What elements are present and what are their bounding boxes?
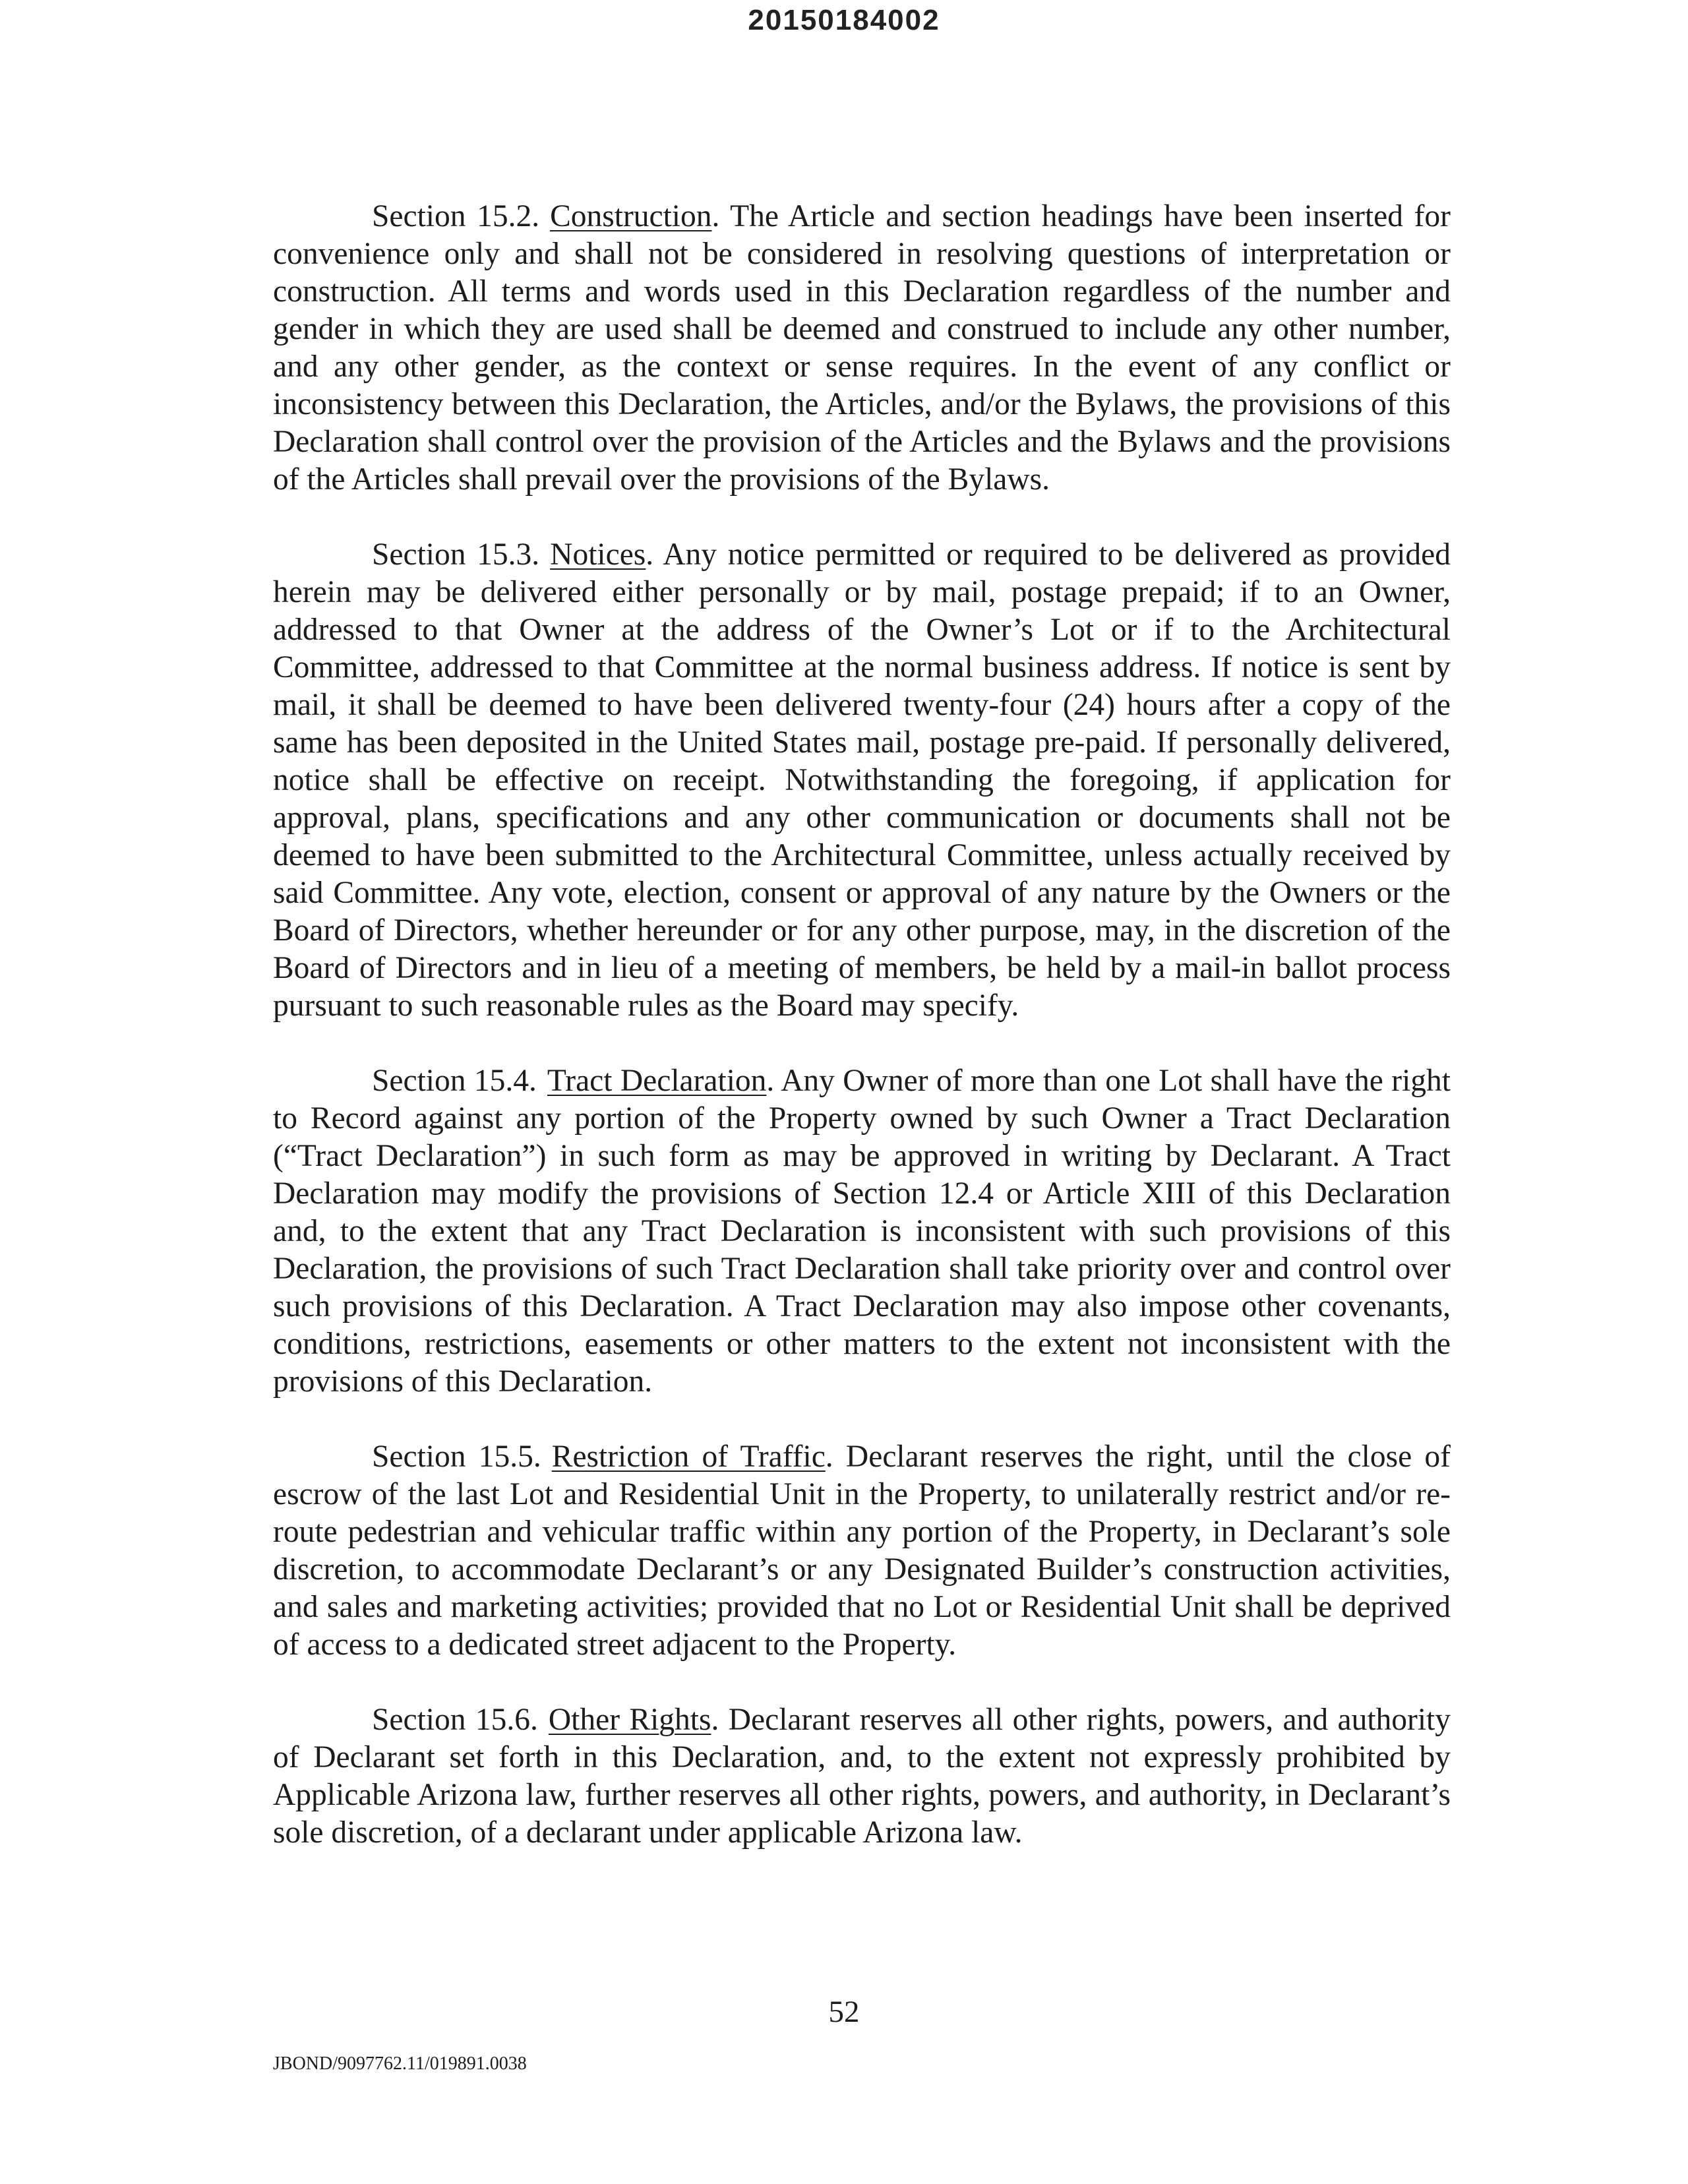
section-heading: Notices — [550, 537, 646, 572]
section-15-6 — [273, 1701, 1451, 1852]
section-heading: Restriction of Traffic — [551, 1440, 826, 1474]
section-15-3 — [273, 536, 1451, 1025]
section-label: Section 15.4. — [372, 1064, 537, 1098]
footer-reference: JBOND/9097762.11/019891.0038 — [273, 2053, 527, 2074]
section-label: Section 15.5. — [372, 1440, 541, 1474]
section-text: . Declarant reserves all other rights, powers, and authority of Declarant set forth in this Declaration, and, to the extent not expressly prohibited by Applicable Arizona law, further reserves all other rights, powers, and authority, in Declarant’s sole discretion, of a declarant under applicable Arizona law. — [273, 1703, 1451, 1850]
section-label: Section 15.2. — [372, 199, 540, 233]
section-heading: Construction — [550, 199, 712, 233]
page-number: 52 — [828, 1995, 860, 2029]
section-label: Section 15.6. — [372, 1703, 538, 1737]
section-15-5 — [273, 1438, 1451, 1664]
section-15-4 — [273, 1062, 1451, 1401]
section-text: . Declarant reserves the right, until the close of escrow of the last Lot and Residential Unit in the Property, to unilaterally restrict and/or re-route pedestrian and vehicular traffic within any portion of the Property, in Declarant’s sole discretion, to accommodate Declarant’s or any Designated Builder’s construction activities, and sales and marketing activities; provided that no Lot or Residential Unit shall be deprived of access to a dedicated street adjacent to the Property. — [273, 1440, 1451, 1662]
section-text: . Any notice permitted or required to be delivered as provided herein may be delivered either personally or by mail, postage prepaid; if to an Owner, addressed to that Owner at the address of the Owner’s Lot or if to the Architectural Committee, addressed to that Committee at the normal business address. If notice is sent by mail, it shall be deemed to have been delivered twenty-four (24) hours after a copy of the same has been deposited in the United States mail, postage pre-paid. If personally delivered, notice shall be effective on receipt. Notwithstanding the foregoing, if application for approval, plans, specifications and any other communication or documents shall not be deemed to have been submitted to the Architectural Committee, unless actually received by said Committee. Any vote, election, consent or approval of any nature by the Owners or the Board of Directors, whether hereunder or for any other purpose, may, in the discretion of the Board of Directors and in lieu of a meeting of members, be held by a mail-in ballot process pursuant to such reasonable rules as the Board may specify. — [273, 537, 1451, 1023]
section-15-2 — [273, 198, 1451, 499]
section-text: . Any Owner of more than one Lot shall have the right to Record against any portion of the Property owned by such Owner a Tract Declaration (“Tract Declaration”) in such form as may be approved in writing by Declarant. A Tract Declaration may modify the provisions of Section 12.4 or Article XIII of this Declaration and, to the extent that any Tract Declaration is inconsistent with such provisions of this Declaration, the provisions of such Tract Declaration shall take priority over and control over such provisions of this Declaration. A Tract Declaration may also impose other covenants, conditions, restrictions, easements or other matters to the extent not inconsistent with the provisions of this Declaration. — [273, 1064, 1451, 1399]
section-heading: Tract Declaration — [547, 1064, 767, 1098]
section-label: Section 15.3. — [372, 537, 540, 572]
document-number: 20150184002 — [748, 4, 940, 36]
section-heading: Other Rights — [548, 1703, 711, 1737]
section-text: . The Article and section headings have been inserted for convenience only and shall not be considered in resolving questions of interpretation or construction. All terms and words used in this Declaration regardless of the number and gender in which they are used shall be deemed and construed to include any other number, and any other gender, as the context or sense requires. In the event of any conflict or inconsistency between this Declaration, the Articles, and/or the Bylaws, the provisions of this Declaration shall control over the provision of the Articles and the Bylaws and the provisions of the Articles shall prevail over the provisions of the Bylaws. — [273, 199, 1451, 497]
page-body — [273, 198, 1451, 1889]
